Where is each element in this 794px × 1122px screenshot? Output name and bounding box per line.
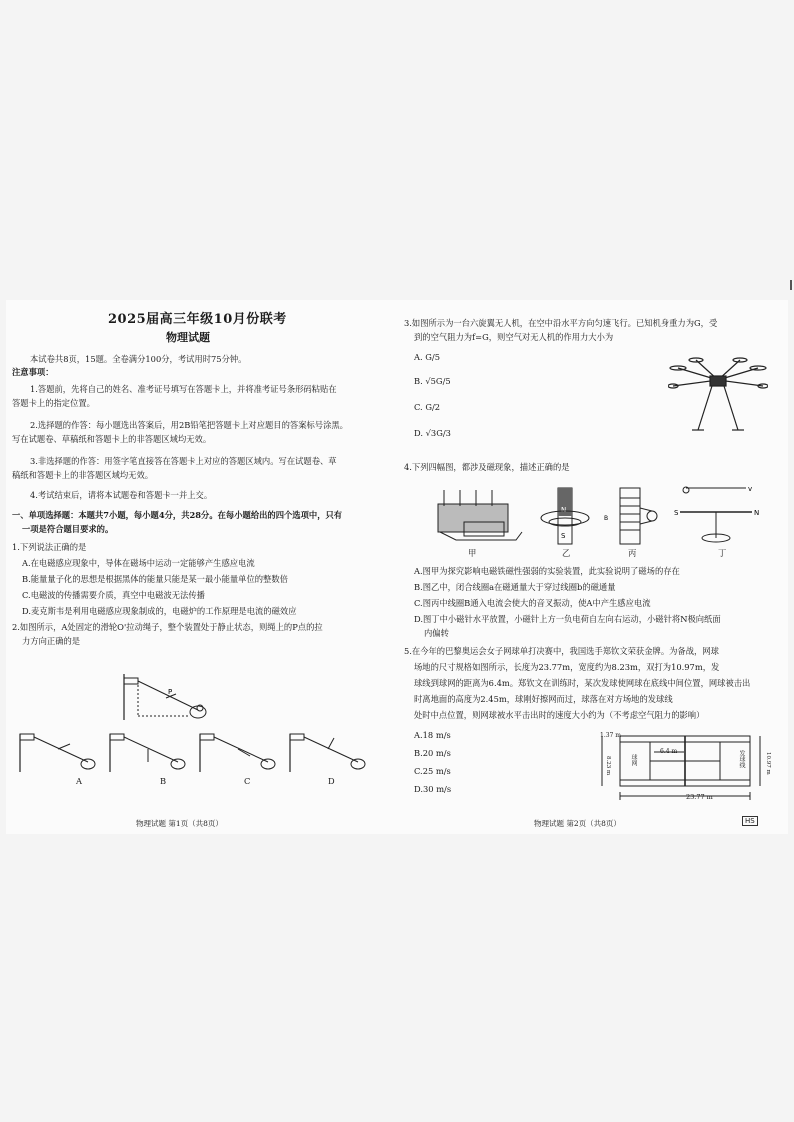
court-service-distance: 6.4 m	[660, 748, 678, 755]
notice-line: 写在试题卷、草稿纸和答题卡上的非答题区域均无效。	[12, 434, 212, 444]
exam-intro: 本试卷共8页，15题。全卷满分100分，考试用时75分钟。	[30, 354, 247, 364]
exam-subtitle: 物理试题	[166, 331, 210, 344]
court-service-line-label: 发球线	[738, 750, 745, 768]
svg-text:N: N	[754, 509, 760, 517]
court-length-label: 23.77 m	[686, 793, 713, 801]
exam-title: 2025届高三年级10月份联考	[108, 312, 287, 327]
q4-figure-yi	[536, 482, 596, 552]
q5-option-d: D.30 m/s	[414, 784, 452, 794]
svg-text:B: B	[604, 515, 609, 522]
svg-text:v: v	[748, 485, 753, 493]
q2-stem: 2.如图所示，A处固定的滑轮O'拉动绳子，整个装置处于静止状态，则绳上的P点的拉	[12, 622, 323, 632]
q3-option-c: C. G/2	[414, 402, 441, 412]
section-heading: 一、单项选择题：本题共7小题，每小题4分，共28分。在每小题给出的四个选项中，只有	[12, 510, 343, 520]
court-net-label: 球网	[630, 754, 637, 766]
q4-label-yi: 乙	[562, 548, 571, 558]
svg-text:S: S	[674, 509, 679, 517]
q5-line: 球线到球网的距离为6.4m。郑钦文在训练时，某次发球使网球在底线中间位置，网球被击出	[414, 678, 751, 688]
q3-stem: 3.如图所示为一台六旋翼无人机，在空中沿水平方向匀速飞行。已知机身重力为G，受	[404, 318, 718, 328]
notice-line: 2.选择题的作答：每小题选出答案后，用2B铅笔把答题卡上对应题目的答案标号涂黑。	[30, 420, 348, 430]
notice-line: 答题卡上的指定位置。	[12, 398, 95, 408]
q4-option-b: B.图乙中，闭合线圈a在磁通量大于穿过线圈b的磁通量	[414, 582, 616, 592]
q2-figure-b	[108, 732, 188, 774]
fig-label-b: B	[160, 776, 167, 786]
q4-option-c: C.图丙中线圈B通入电流会使大的音叉振动，使A中产生感应电流	[414, 598, 651, 608]
publisher-badge: HS	[742, 816, 758, 826]
page-footer: 物理试题 第2页（共8页）	[534, 819, 621, 828]
notice-line: 1.答题前，先将自己的姓名、准考证号填写在答题卡上，并将准考证号条形码粘贴在	[30, 384, 337, 394]
svg-text:N: N	[561, 506, 567, 514]
exam-sheet	[6, 300, 788, 834]
q4-option-d: D.图丁中小磁针水平放置，小磁针上方一负电荷自左向右运动，小磁针将N极向纸面	[414, 614, 721, 624]
drone-figure	[668, 350, 768, 440]
q5-line: 处时中点位置，则网球被水平击出时的速度大小约为（不考虑空气阻力的影响）	[414, 710, 705, 720]
q2-stem-cont: 力方向正确的是	[22, 636, 81, 646]
q2-figure-d	[288, 732, 368, 774]
q4-option-d-cont: 内偏转	[424, 628, 449, 638]
page-edge-mark	[790, 280, 792, 290]
q3-option-d: D. √3G/3	[414, 428, 451, 438]
p-label: P	[168, 688, 173, 696]
q5-line: 场地的尺寸规格如图所示，长度为23.77m，宽度约为8.23m，双打为10.97m，发	[414, 662, 720, 672]
notice-line: 4.考试结束后，请将本试题卷和答题卡一并上交。	[30, 490, 213, 500]
notice-heading: 注意事项：	[12, 367, 54, 377]
q1-option-c: C.电磁波的传播需要介质，真空中电磁波无法传播	[22, 590, 205, 600]
page-2	[404, 300, 782, 834]
page-1	[8, 300, 386, 834]
q4-figure-bing	[602, 478, 662, 554]
q1-option-a: A.在电磁感应现象中，导体在磁场中运动一定能够产生感应电流	[22, 558, 255, 568]
q4-label-ding: 丁	[718, 548, 727, 558]
q2-figure-a	[18, 732, 98, 774]
svg-text:S: S	[561, 532, 566, 540]
page-footer: 物理试题 第1页（共8页）	[136, 819, 223, 828]
fig-label-c: C	[244, 776, 251, 786]
section-heading-cont: 一项是符合题目要求的。	[22, 524, 114, 534]
q1-option-d: D.麦克斯韦是利用电磁感应现象制成的，电磁炉的工作原理是电流的磁效应	[22, 606, 297, 616]
court-top-label: 1.37 m	[600, 732, 621, 739]
q1-option-b: B.能量量子化的思想是根据黑体的能量只能是某一最小能量单位的整数倍	[22, 574, 288, 584]
fig-label-d: D	[328, 776, 335, 786]
q4-label-bing: 丙	[628, 548, 637, 558]
q4-figure-jia	[426, 482, 536, 552]
q5-line: 时离地面的高度为2.45m，球刚好擦网而过，球落在对方场地的发球线	[414, 694, 673, 704]
fig-label-a: A	[76, 776, 82, 786]
q4-label-jia: 甲	[468, 548, 477, 558]
q5-option-a: A.18 m/s	[414, 730, 451, 740]
court-width-right: 10.97 m	[765, 752, 771, 775]
q5-option-b: B.20 m/s	[414, 748, 451, 758]
court-width-left: 8.23 m	[605, 756, 611, 776]
notice-line: 3.非选择题的作答：用签字笔直接答在答题卡上对应的答题区域内。写在试题卷、草	[30, 456, 337, 466]
q1-stem: 1.下列说法正确的是	[12, 542, 87, 552]
q2-main-figure	[118, 672, 218, 722]
q4-stem: 4.下列四幅图，都涉及磁现象，描述正确的是	[404, 462, 570, 472]
q2-figure-c	[198, 732, 278, 774]
q3-stem-cont: 到的空气阻力为f=G，则空气对无人机的作用力大小为	[414, 332, 614, 342]
q5-line: 5.在今年的巴黎奥运会女子网球单打决赛中，我国选手郑钦文荣获金牌。为备战，网球	[404, 646, 719, 656]
q5-option-c: C.25 m/s	[414, 766, 451, 776]
q4-figure-ding	[666, 480, 766, 550]
notice-line: 稿纸和答题卡上的非答题区域均无效。	[12, 470, 154, 480]
q3-option-a: A. G/5	[414, 352, 440, 362]
q4-option-a: A.图甲为探究影响电磁铁磁性强弱的实验装置，此实验说明了磁场的存在	[414, 566, 680, 576]
q3-option-b: B. √5G/5	[414, 376, 451, 386]
